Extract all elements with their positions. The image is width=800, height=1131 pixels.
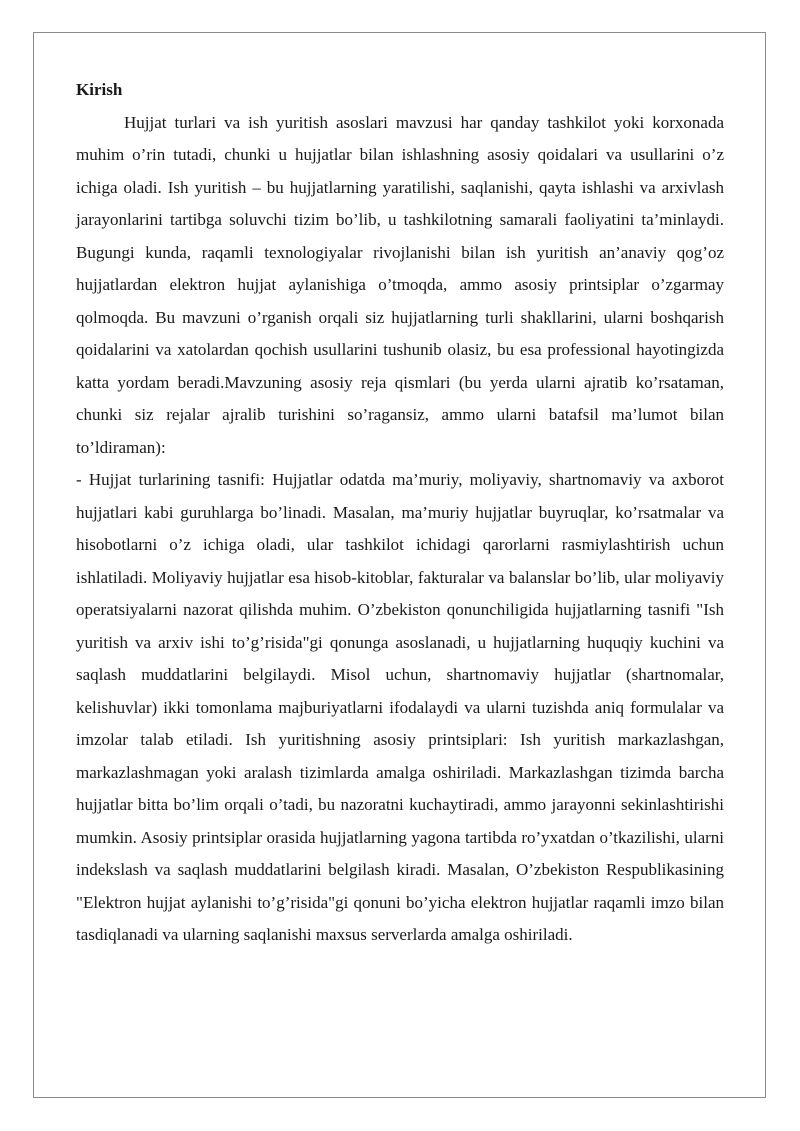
- section-heading: Kirish: [76, 80, 123, 99]
- document-body: [76, 74, 724, 952]
- intro-paragraph: Hujjat turlari va ish yuritish asoslari mavzusi har qanday tashkilot yoki korxonada muhim o’rin tutadi, chunki u hujjatlar bilan ishlashning asosiy qoidalari va usullarini o’z ichiga oladi. Ish yuritish – bu hujjatlarning yaratilishi, saqlanishi, qayta ishlashi va arxivlash jarayonlarini tartibga soluvchi tizim bo’lib, u tashkilotning samarali faoliyatini ta’minlaydi. Bugungi kunda, raqamli texnologiyalar rivojlanishi bilan ish yuritish an’anaviy qog’oz hujjatlardan elektron hujjat aylanishiga o’tmoqda, ammo asosiy printsiplar o’zgarmay qolmoqda. Bu mavzuni o’rganish orqali siz hujjatlarning turli shakllarini, ularni boshqarish qoidalarini va xatolardan qochish usullarini tushunib olasiz, bu esa professional hayotingizda katta yordam beradi.Mavzuning asosiy reja qismlari (bu yerda ularni ajratib ko’rsataman, chunki siz rejalar ajralib turishini so’ragansiz, ammo ularni batafsil ma’lumot bilan to’ldiraman):: [76, 112, 724, 457]
- classification-paragraph: - Hujjat turlarining tasnifi: Hujjatlar odatda ma’muriy, moliyaviy, shartnomaviy va axborot hujjatlari kabi guruhlarga bo’linadi. Masalan, ma’muriy hujjatlar buyruqlar, ko’rsatmalar va hisobotlarni o’z ichiga oladi, ular tashkilot ichidagi qarorlarni rasmiylashtirish uchun ishlatiladi. Moliyaviy hujjatlar esa hisob-kitoblar, fakturalar va balanslar bo’lib, ular moliyaviy operatsiyalarni nazorat qilishda muhim. O’zbekiston qonunchiligida hujjatlarning tasnifi "Ish yuritish va arxiv ishi to’g’risida"gi qonunga asoslanadi, u hujjatlarning huquqiy kuchini va saqlash muddatlarini belgilaydi. Misol uchun, shartnomaviy hujjatlar (shartnomalar, kelishuvlar) ikki tomonlama majburiyatlarni ifodalaydi va ularni tuzishda aniq formulalar va imzolar talab etiladi. Ish yuritishning asosiy printsiplari: Ish yuritish markazlashgan, markazlashmagan yoki aralash tizimlarda amalga oshiriladi. Markazlashgan tizimda barcha hujjatlar bitta bo’lim orqali o’tadi, bu nazoratni kuchaytiradi, ammo jarayonni sekinlashtirishi mumkin. Asosiy printsiplar orasida hujjatlarning yagona tartibda ro’yxatdan o’tkazilishi, ularni indekslash va saqlash muddatlarini belgilash kiradi. Masalan, O’zbekiston Respublikasining "Elektron hujjat aylanishi to’g’risida"gi qonuni bo’yicha elektron hujjatlar raqamli imzo bilan tasdiqlanadi va ularning saqlanishi maxsus serverlarda amalga oshiriladi.: [76, 470, 724, 944]
